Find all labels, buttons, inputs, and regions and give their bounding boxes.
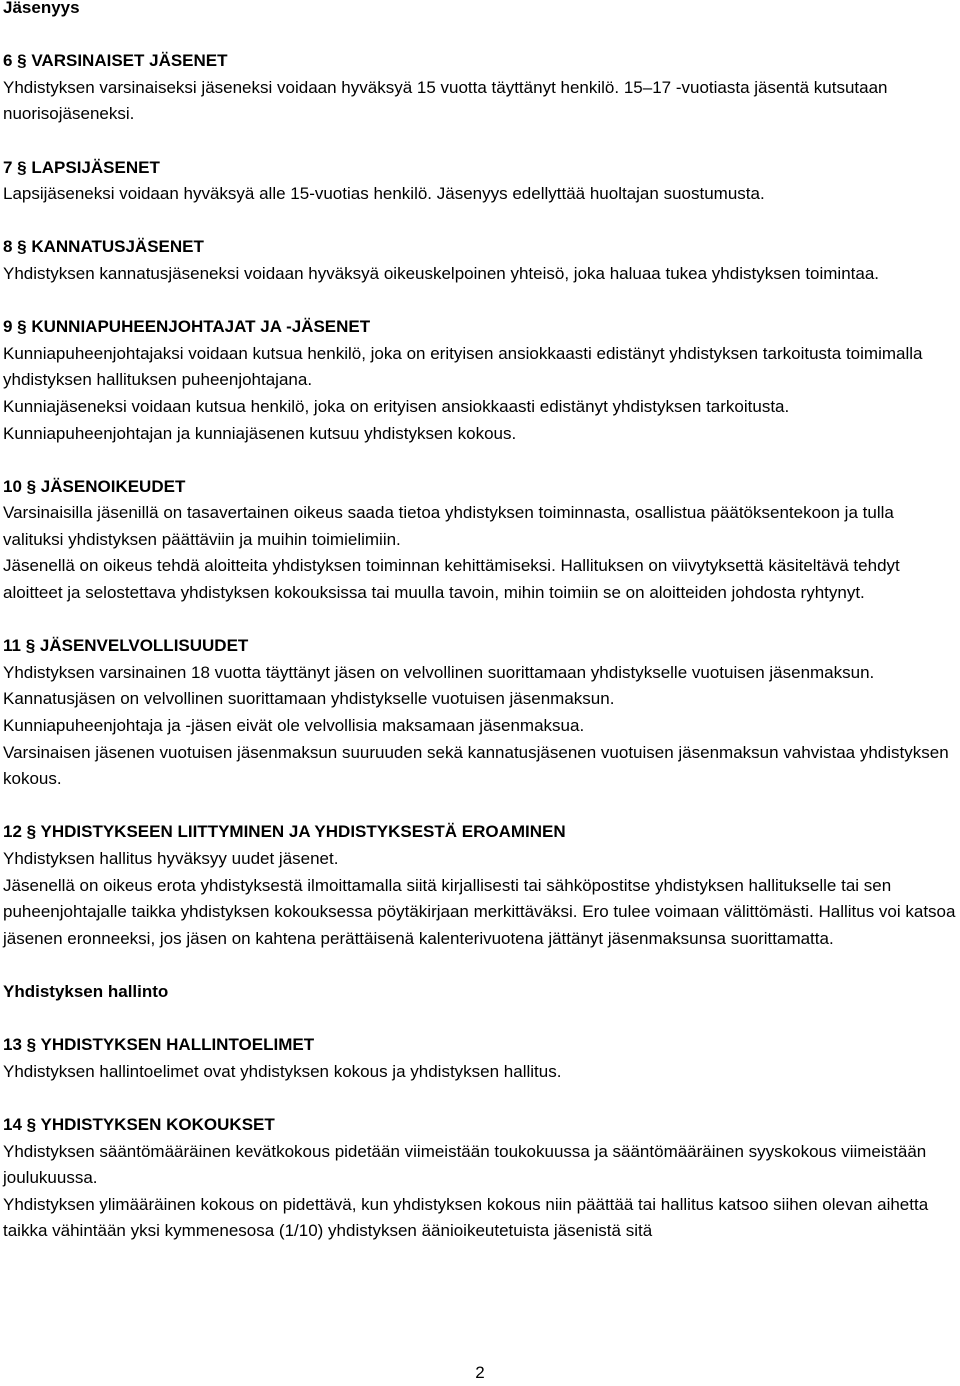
page-title: Jäsenyys — [3, 0, 80, 17]
section-paragraph: Jäsenellä on oikeus tehdä aloitteita yhdistyksen toiminnan kehittämiseksi. Hallituksen on viivytyksettä käsiteltävä tehdyt aloitteet ja selostettava yhdistyksen kokouksissa tai muulla tavoin, mihin toimiin se on aloitteiden johdosta ryhtynyt. — [3, 556, 900, 603]
spacer — [3, 952, 958, 979]
spacer — [3, 288, 958, 315]
section-paragraph: Lapsijäseneksi voidaan hyväksyä alle 15-vuotias henkilö. Jäsenyys edellyttää huoltajan suostumusta. — [3, 184, 765, 204]
section-paragraph: Kunniapuheenjohtajaksi voidaan kutsua henkilö, joka on erityisen ansiokkaasti edistänyt yhdistyksen tarkoitusta toimimalla yhdistyksen hallituksen puheenjohtajana. — [3, 343, 923, 390]
section-heading: 7 § LAPSIJÄSENET — [3, 157, 160, 177]
section-paragraph: Yhdistyksen ylimääräinen kokous on pidettävä, kun yhdistyksen kokous niin päättää tai hallitus katsoo siihen olevan aihetta taikka vähintään yksi kymmenesosa (1/10) yhdistyksen äänioikeutetuista jäsenistä sitä — [3, 1194, 929, 1241]
section-paragraph: Yhdistyksen kannatusjäseneksi voidaan hyväksyä oikeuskelpoinen yhteisö, joka haluaa tukea yhdistyksen toimintaa. — [3, 263, 880, 283]
section-11 — [3, 633, 958, 793]
section-heading: 10 § JÄSENOIKEUDET — [3, 476, 186, 496]
spacer — [3, 22, 958, 49]
section-heading: 14 § YHDISTYKSEN KOKOUKSET — [3, 1114, 275, 1134]
spacer — [3, 1085, 958, 1112]
section-paragraph: Varsinaisen jäsenen vuotuisen jäsenmaksun suuruuden sekä kannatusjäsenen vuotuisen jäsenmaksun vahvistaa yhdistyksen kokous. — [3, 742, 949, 789]
section-paragraph: Yhdistyksen sääntömääräinen kevätkokous pidetään viimeistään toukokuussa ja sääntömääräinen syyskokous viimeistään joulukuussa. — [3, 1141, 927, 1188]
section-heading: 6 § VARSINAISET JÄSENET — [3, 51, 228, 71]
section-paragraph: Kunniajäseneksi voidaan kutsua henkilö, joka on erityisen ansiokkaasti edistänyt yhdistyksen tarkoitusta. — [3, 396, 790, 416]
section-paragraph: Jäsenellä on oikeus erota yhdistyksestä ilmoittamalla siitä kirjallisesti tai sähköpostitse yhdistyksen hallitukselle tai sen puheenjohtajalle taikka yhdistyksen kokouksessa pöytäkirjaan merkittäväksi. Ero tulee voimaan välittömästi. Hallitus voi katsoa jäsenen eronneeksi, jos jäsen on kahtena perättäisenä kalenterivuotena jättänyt jäsenmaksunsa suorittamatta. — [3, 875, 956, 948]
section-heading: 9 § KUNNIAPUHEENJOHTAJAT JA -JÄSENET — [3, 317, 371, 337]
spacer — [3, 607, 958, 634]
spacer — [3, 128, 958, 155]
section-7 — [3, 155, 958, 208]
section-14 — [3, 1112, 958, 1245]
section-paragraph: Yhdistyksen hallintoelimet ovat yhdistyksen kokous ja yhdistyksen hallitus. — [3, 1061, 562, 1081]
section-12 — [3, 819, 958, 952]
section-heading: 13 § YHDISTYKSEN HALLINTOELIMET — [3, 1035, 315, 1055]
section-10 — [3, 474, 958, 607]
section-8 — [3, 234, 958, 287]
section-heading: 8 § KANNATUSJÄSENET — [3, 237, 204, 257]
section-paragraph: Varsinaisilla jäsenillä on tasavertainen oikeus saada tietoa yhdistyksen toiminnasta, osallistua päätöksentekoon ja tulla valituksi yhdistyksen päättäviin ja muihin toimielimiin. — [3, 503, 894, 549]
spacer — [3, 208, 958, 235]
section-paragraph: Yhdistyksen hallitus hyväksyy uudet jäsenet. — [3, 849, 339, 868]
section-group-title: Yhdistyksen hallinto — [3, 981, 169, 1001]
page-number: 2 — [475, 1363, 485, 1382]
section-paragraph: Yhdistyksen varsinainen 18 vuotta täyttänyt jäsen on velvollinen suorittamaan yhdistykselle vuotuisen jäsenmaksun. Kannatusjäsen on velvollinen suorittamaan yhdistykselle vuotuisen jäsenmaksun. — [3, 662, 875, 709]
section-paragraph: Yhdistyksen varsinaiseksi jäseneksi voidaan hyväksyä 15 vuotta täyttänyt henkilö. 15–17 -vuotiasta jäsentä kutsutaan nuorisojäseneksi. — [3, 77, 888, 124]
section-paragraph: Kunniapuheenjohtajan ja kunniajäsenen kutsuu yhdistyksen kokous. — [3, 423, 517, 443]
spacer — [3, 447, 958, 474]
section-heading: 11 § JÄSENVELVOLLISUUDET — [3, 636, 249, 656]
section-9 — [3, 314, 958, 447]
spacer — [3, 793, 958, 820]
section-heading: 12 § YHDISTYKSEEN LIITTYMINEN JA YHDISTYKSESTÄ EROAMINEN — [3, 822, 566, 842]
spacer — [3, 1006, 958, 1033]
section-13 — [3, 1032, 958, 1085]
section-6 — [3, 48, 958, 128]
document-page — [3, 0, 958, 1245]
section-paragraph: Kunniapuheenjohtaja ja -jäsen eivät ole velvollisia maksamaan jäsenmaksua. — [3, 716, 585, 736]
